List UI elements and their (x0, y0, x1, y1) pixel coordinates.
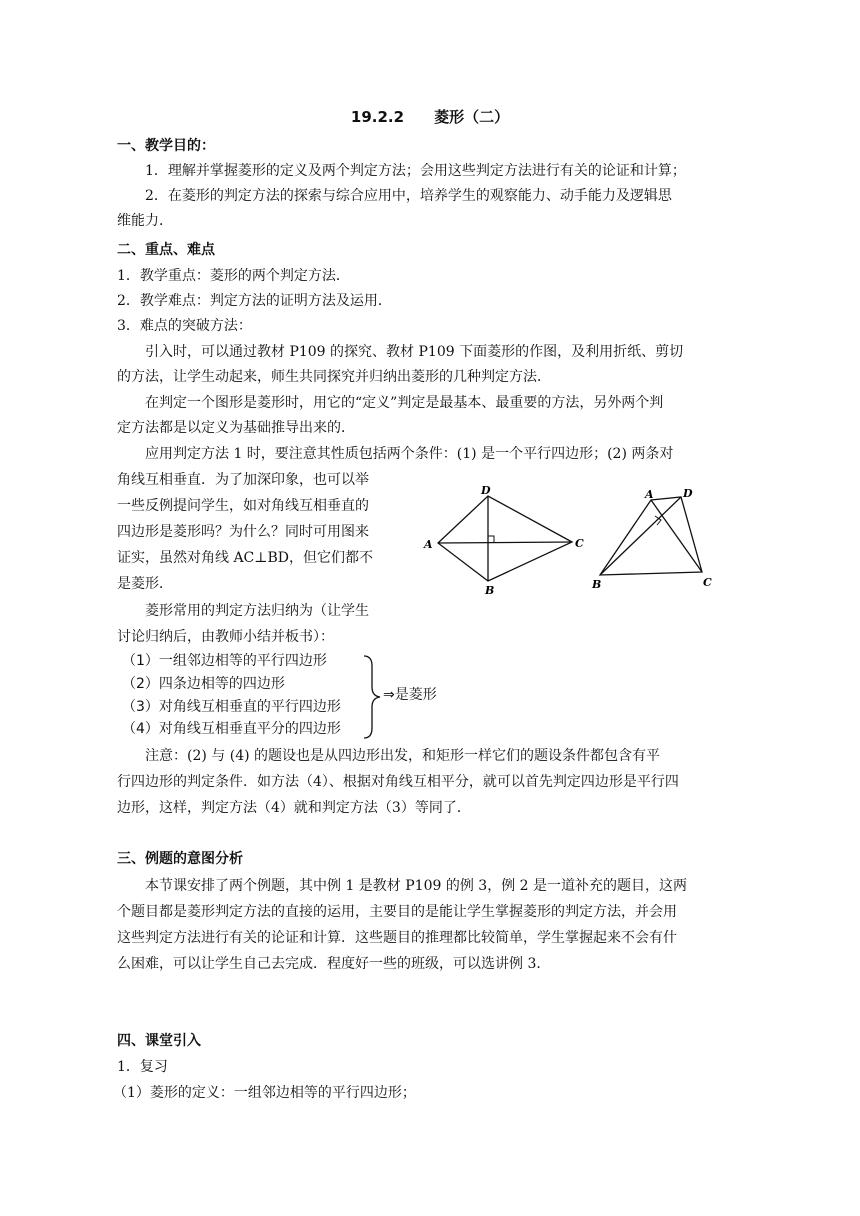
vertex-label-B: B (592, 578, 602, 591)
condition-item: （4）对角线互相垂直平分的四边形 (122, 721, 341, 737)
right-brace (362, 654, 382, 740)
page-title: 19.2.2 菱形（二） (350, 108, 510, 126)
vertex-label-D: D (683, 487, 693, 500)
vertex-label-B: B (485, 584, 495, 597)
paragraph: 1．理解并掌握菱形的定义及两个判定方法；会用这些判定方法进行有关的论证和计算； (145, 163, 686, 179)
paragraph: 个题目都是菱形判定方法的直接的运用，主要目的是能让学生掌握菱形的判定方法，并会用 (117, 904, 677, 920)
rhombus-counterexample-figures (415, 478, 735, 598)
paragraph: 讨论归纳后，由教师小结并板书）： (117, 629, 334, 645)
paragraph: 应用判定方法 1 时，要注意其性质包括两个条件：(1) 是一个平行四边形；(2) 两条对 (145, 446, 674, 462)
paragraph: 定方法都是以定义为基础推导出来的． (117, 420, 355, 436)
paragraph: 菱形常用的判定方法归纳为（让学生 (145, 603, 369, 619)
paragraph: 证实，虽然对角线 AC⊥BD，但它们都不 (117, 550, 373, 566)
vertex-label-D: D (481, 484, 491, 497)
paragraph: 维能力． (117, 213, 173, 229)
paragraph: 这些判定方法进行有关的论证和计算．这些题目的推理都比较简单，学生掌握起来不会有什 (117, 930, 677, 946)
list-item: 3．难点的突破方法： (117, 318, 252, 334)
vertex-label-A: A (645, 488, 654, 501)
kite-figure (423, 484, 584, 597)
paragraph: 是菱形． (117, 576, 173, 592)
paragraph: 行四边形的判定条件．如方法（4）、根据对角线互相平分，就可以首先判定四边形是平行四 (117, 774, 679, 790)
paragraph: 一些反例提问学生，如对角线互相垂直的 (117, 498, 369, 514)
section-heading-intro: 四、课堂引入 (117, 1033, 201, 1049)
list-item: 1．教学重点：菱形的两个判定方法． (117, 268, 350, 284)
condition-item: （1）一组邻边相等的平行四边形 (122, 653, 327, 669)
paragraph: 角线互相垂直．为了加深印象，也可以举 (117, 472, 369, 488)
paragraph: 的方法，让学生动起来，师生共同探究并归纳出菱形的几种判定方法． (117, 369, 551, 385)
paragraph: 边形，这样，判定方法（4）就和判定方法（3）等同了． (117, 800, 471, 816)
paragraph: 本节课安排了两个例题，其中例 1 是教材 P109 的例 3，例 2 是一道补充的题目，这两 (145, 878, 688, 894)
conclusion-text: ⇒是菱形 (383, 687, 437, 703)
section-heading-objectives: 一、教学目的： (117, 138, 215, 154)
list-item: 2．教学难点：判定方法的证明方法及运用． (117, 293, 392, 309)
list-item: （1）菱形的定义：一组邻边相等的平行四边形； (113, 1085, 416, 1101)
paragraph: 么困难，可以让学生自己去完成．程度好一些的班级，可以选讲例 3． (117, 956, 551, 972)
vertex-label-A: A (424, 538, 433, 551)
condition-item: （2）四条边相等的四边形 (122, 676, 285, 692)
paragraph: 四边形是菱形吗？为什么？同时可用图来 (117, 524, 369, 540)
vertex-label-C: C (575, 537, 584, 550)
paragraph: 注意：(2) 与 (4) 的题设也是从四边形出发，和矩形一样它们的题设条件都包含有平 (145, 748, 661, 764)
quadrilateral-figure (591, 487, 712, 591)
section-heading-keypoints: 二、重点、难点 (117, 242, 215, 258)
paragraph: 引入时，可以通过教材 P109 的探究、教材 P109 下面菱形的作图，及利用折纸、剪切 (145, 344, 684, 360)
condition-item: （3）对角线互相垂直的平行四边形 (122, 699, 341, 715)
list-item: 1．复习 (117, 1059, 168, 1075)
paragraph: 2．在菱形的判定方法的探索与综合应用中，培养学生的观察能力、动手能力及逻辑思 (145, 188, 672, 204)
paragraph: 在判定一个图形是菱形时，用它的“定义”判定是最基本、最重要的方法，另外两个判 (145, 395, 664, 411)
vertex-label-C: C (703, 576, 712, 589)
section-heading-examples: 三、例题的意图分析 (117, 851, 243, 867)
